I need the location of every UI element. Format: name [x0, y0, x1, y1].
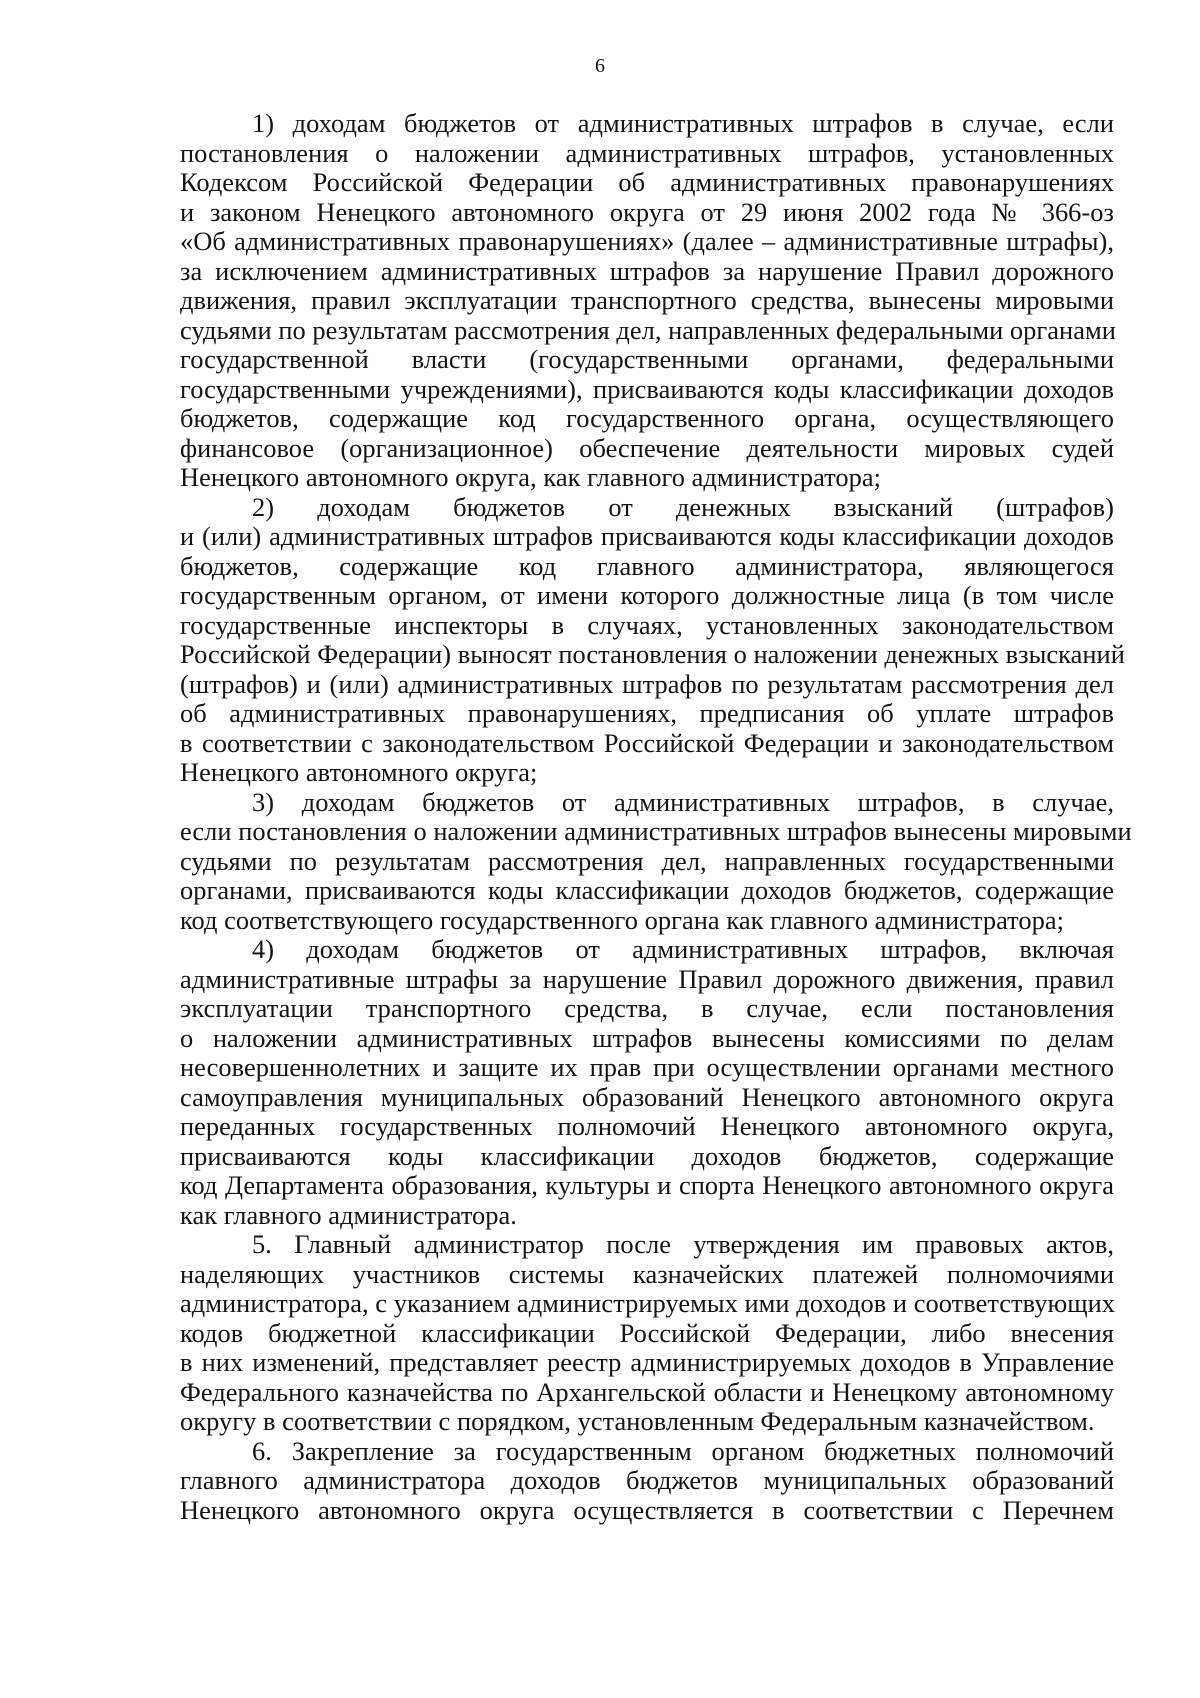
paragraph: [180, 1437, 1114, 1526]
text-line: Федерального казначейства по Архангельской области и Ненецкому автономному: [180, 1376, 1114, 1407]
text-line: если постановления о наложении административных штрафов вынесены мировыми: [180, 816, 1132, 846]
text-line: Ненецкого автономного округа, как главного администратора;: [180, 462, 882, 492]
text-line: и законом Ненецкого автономного округа от 29 июня 2002 года № 366-оз: [180, 196, 1114, 227]
paragraph: [180, 935, 1114, 1230]
text-line: бюджетов, содержащие код государственного органа, осуществляющего: [180, 403, 1114, 433]
text-line: постановления о наложении административных штрафов, установленных: [180, 137, 1114, 168]
text-line: 1) доходам бюджетов от административных штрафов в случае, если: [252, 108, 1114, 138]
paragraph: [180, 109, 1114, 493]
text-line: Ненецкого автономного округа осуществляется в соответствии с Перечнем: [180, 1494, 1114, 1525]
text-line: государственным органом, от имени которого должностные лица (в том числе: [180, 580, 1114, 610]
text-line: 2) доходам бюджетов от денежных взысканий (штрафов): [252, 491, 1114, 522]
text-line: государственные инспекторы в случаях, установленных законодательством: [180, 609, 1114, 640]
text-line: в них изменений, представляет реестр администрируемых доходов в Управление: [180, 1347, 1114, 1377]
text-line: движения, правил эксплуатации транспортного средства, вынесены мировыми: [180, 285, 1114, 315]
page-number: 6: [595, 55, 605, 77]
text-line: главного администратора доходов бюджетов муниципальных образований: [180, 1465, 1114, 1495]
text-line: «Об административных правонарушениях» (далее – административные штрафы),: [180, 226, 1114, 256]
text-line: код Департамента образования, культуры и спорта Ненецкого автономного округа: [180, 1170, 1114, 1200]
text-line: округу в соответствии с порядком, установленным Федеральным казначейством.: [180, 1406, 1095, 1436]
text-line: наделяющих участников системы казначейских платежей полномочиями: [180, 1258, 1114, 1289]
paragraph: [180, 1230, 1114, 1437]
text-line: административные штрафы за нарушение Правил дорожного движения, правил: [180, 963, 1114, 994]
text-line: бюджетов, содержащие код главного администратора, являющегося: [180, 550, 1114, 581]
paragraph: [180, 491, 1125, 788]
text-line: и (или) административных штрафов присваиваются коды классификации доходов: [180, 521, 1114, 551]
text-line: как главного администратора.: [180, 1199, 517, 1230]
text-line: Кодексом Российской Федерации об административных правонарушениях: [180, 167, 1114, 197]
text-line: 6. Закрепление за государственным органом бюджетных полномочий: [252, 1435, 1114, 1466]
text-line: органами, присваиваются коды классификации доходов бюджетов, содержащие: [180, 875, 1114, 905]
text-line: о наложении административных штрафов вынесены комиссиями по делам: [180, 1022, 1114, 1053]
text-line: об административных правонарушениях, предписания об уплате штрафов: [180, 698, 1114, 728]
text-line: за исключением административных штрафов за нарушение Правил дорожного: [180, 255, 1114, 286]
text-line: Ненецкого автономного округа;: [180, 757, 538, 787]
text-line: администратора, с указанием администрируемых ими доходов и соответствующих: [180, 1288, 1116, 1318]
text-line: судьями по результатам рассмотрения дел, направленных федеральными органами: [180, 314, 1116, 345]
text-line: 4) доходам бюджетов от административных штрафов, включая: [252, 934, 1114, 964]
text-line: Российской Федерации) выносят постановления о наложении денежных взысканий: [180, 639, 1125, 669]
text-line: в соответствии с законодательством Российской Федерации и законодательством: [180, 727, 1114, 758]
text-line: код соответствующего государственного органа как главного администратора;: [180, 904, 1065, 935]
text-line: эксплуатации транспортного средства, в случае, если постановления: [180, 993, 1114, 1023]
text-line: (штрафов) и (или) административных штрафов по результатам рассмотрения дел: [180, 668, 1114, 699]
text-line: переданных государственных полномочий Ненецкого автономного округа,: [180, 1111, 1114, 1141]
text-line: государственными учреждениями), присваиваются коды классификации доходов: [180, 373, 1114, 404]
text-line: финансовое (организационное) обеспечение деятельности мировых судей: [180, 432, 1114, 463]
text-line: присваиваются коды классификации доходов бюджетов, содержащие: [180, 1140, 1114, 1171]
paragraph: [180, 786, 1132, 936]
text-line: 5. Главный администратор после утверждения им правовых актов,: [252, 1229, 1114, 1259]
text-line: судьями по результатам рассмотрения дел, направленных государственными: [180, 845, 1114, 876]
text-line: 3) доходам бюджетов от административных штрафов, в случае,: [252, 786, 1114, 817]
text-line: государственной власти (государственными органами, федеральными: [180, 344, 1114, 374]
text-line: несовершеннолетних и защите их прав при осуществлении органами местного: [180, 1052, 1114, 1082]
document-body: [180, 108, 1132, 1525]
text-line: самоуправления муниципальных образований Ненецкого автономного округа: [180, 1081, 1114, 1112]
text-line: кодов бюджетной классификации Российской Федерации, либо внесения: [180, 1317, 1114, 1348]
